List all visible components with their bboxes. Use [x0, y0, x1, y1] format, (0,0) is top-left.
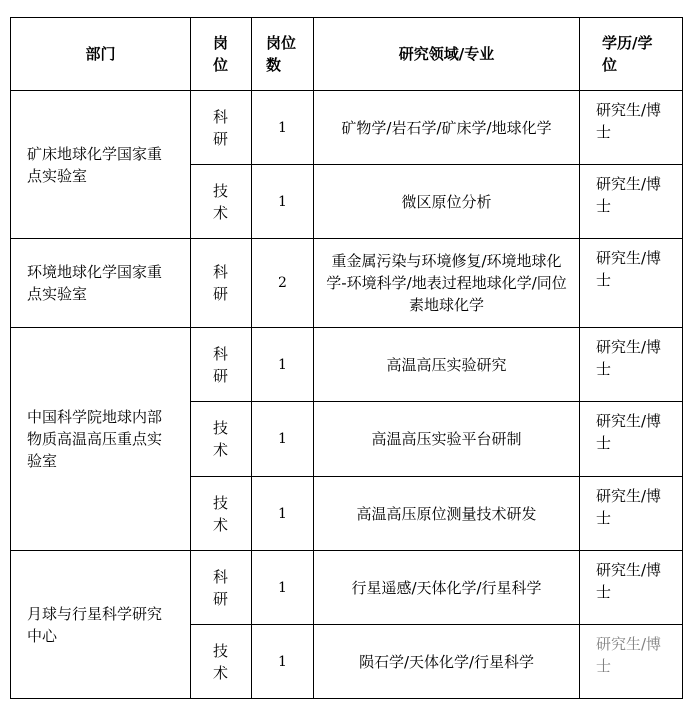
positions-table: [10, 17, 683, 699]
post-cell: 技 术: [191, 625, 252, 699]
table-wrapper: [10, 17, 683, 699]
dept-cell: 矿床地球化学国家重点实验室: [11, 91, 191, 239]
table-row: [11, 239, 683, 328]
num-cell: 1: [252, 477, 314, 551]
post-cell: 技 术: [191, 477, 252, 551]
post-cell: 科 研: [191, 328, 252, 402]
num-cell: 2: [252, 239, 314, 328]
dept-cell: 月球与行星科学研究中心: [11, 551, 191, 699]
edu-cell: 研究生/博 士: [580, 165, 683, 239]
num-cell: 1: [252, 402, 314, 477]
num-cell: 1: [252, 328, 314, 402]
num-cell: 1: [252, 551, 314, 625]
table-row: [11, 328, 683, 402]
post-cell: 科 研: [191, 551, 252, 625]
dept-cell: 中国科学院地球内部物质高温高压重点实验室: [11, 328, 191, 551]
edu-cell: 研究生/博 士: [580, 402, 683, 477]
num-cell: 1: [252, 625, 314, 699]
edu-cell: 研究生/博 士: [580, 91, 683, 165]
header-num: 岗位 数: [252, 18, 314, 91]
edu-cell: 研究生/博 士: [580, 239, 683, 328]
header-field: 研究领域/专业: [314, 18, 580, 91]
field-cell: 高温高压实验研究: [314, 328, 580, 402]
dept-cell: 环境地球化学国家重点实验室: [11, 239, 191, 328]
post-cell: 科 研: [191, 239, 252, 328]
field-cell: 高温高压原位测量技术研发: [314, 477, 580, 551]
num-cell: 1: [252, 91, 314, 165]
field-cell: 微区原位分析: [314, 165, 580, 239]
header-post: 岗 位: [191, 18, 252, 91]
header-dept: 部门: [11, 18, 191, 91]
post-cell: 技 术: [191, 402, 252, 477]
edu-cell: 研究生/博 士: [580, 551, 683, 625]
post-cell: 技 术: [191, 165, 252, 239]
table-row: [11, 91, 683, 165]
edu-cell: 研究生/博 士: [580, 625, 683, 699]
post-cell: 科 研: [191, 91, 252, 165]
field-cell: 陨石学/天体化学/行星科学: [314, 625, 580, 699]
field-cell: 矿物学/岩石学/矿床学/地球化学: [314, 91, 580, 165]
header-row: [11, 18, 683, 91]
field-cell: 行星遥感/天体化学/行星科学: [314, 551, 580, 625]
field-cell: 高温高压实验平台研制: [314, 402, 580, 477]
edu-cell: 研究生/博 士: [580, 328, 683, 402]
edu-cell: 研究生/博 士: [580, 477, 683, 551]
table-row: [11, 551, 683, 625]
header-edu: 学历/学 位: [580, 18, 683, 91]
num-cell: 1: [252, 165, 314, 239]
field-cell: 重金属污染与环境修复/环境地球化学-环境科学/地表过程地球化学/同位素地球化学: [314, 239, 580, 328]
